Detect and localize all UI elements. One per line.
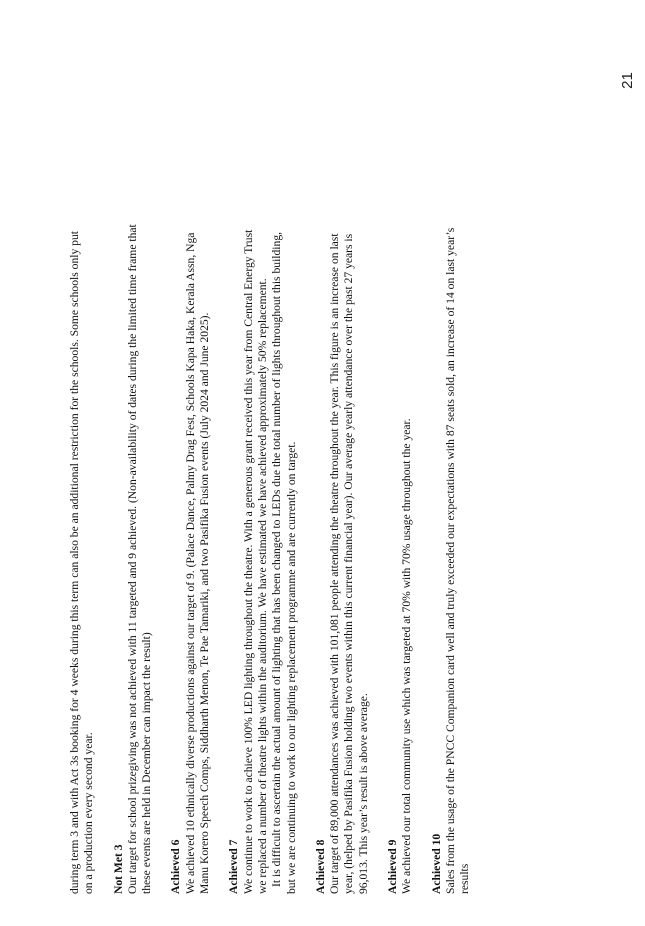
text-line: Our target of 89,000 attendances was achieved with 101,081 people attending the theatre throughout the year. This figure is an increase on last — [328, 233, 342, 894]
section-heading: Achieved 9 — [386, 839, 400, 894]
section-heading: Achieved 10 — [429, 833, 443, 894]
text-line: on a production every second year. — [82, 732, 96, 894]
text-line: Sales from the usage of the PNCC Companion card well and truly exceeded our expectations with 87 seats sold, an increase of 14 on last year’s — [443, 227, 457, 894]
report-body — [68, 124, 488, 894]
section-heading: Not Met 3 — [111, 844, 125, 894]
text-line: year, (helped by Pasifika Fusion holding two events within this current financial year). Our average yearly attendance over the past 27 years is — [342, 233, 356, 894]
text-line: We continue to work to achieve 100% LED lighting throughout the theatre. With a generous grant received this year from Central Energy Trust — [241, 229, 255, 894]
section-achieved-8 — [314, 124, 371, 894]
section-heading: Achieved 7 — [227, 839, 241, 894]
text-line: 96,013. This year’s result is above average. — [356, 693, 370, 894]
page-number: 21 — [618, 72, 636, 89]
text-line: results — [458, 863, 472, 894]
section-heading: Achieved 6 — [169, 839, 183, 894]
section-achieved-7 — [227, 124, 298, 894]
section-heading: Achieved 8 — [313, 839, 327, 894]
intro-paragraph — [68, 124, 97, 894]
text-line: It is difficult to ascertain the actual amount of lighting that has been changed to LEDs due the total number of lights throughout this building, — [270, 231, 284, 887]
text-line: these events are held in December can impact the result) — [140, 632, 154, 894]
text-line: Manu Korero Speech Comps, Siddharth Menon, Te Pae Tamariki, and two Pasifika Fusion events (July 2024 and June 2025). — [198, 312, 212, 894]
text-line: We achieved our total community use which was targeted at 70% with 70% usage throughout the year. — [400, 418, 414, 894]
section-achieved-9 — [386, 124, 415, 894]
text-line: but we are continuing to work to our lighting replacement programme and are currently on target. — [284, 441, 298, 894]
section-achieved-6 — [169, 124, 212, 894]
section-not-met-3 — [112, 124, 155, 894]
text-line: we replaced a number of theatre lights within the auditorium. We have estimated we have achieved approximately 50% replacement. — [255, 278, 269, 894]
text-line: during term 3 and with Act 3s booking for 4 weeks during this term can also be an additional restriction for the schools. Some schools only put — [68, 231, 81, 894]
section-achieved-10 — [430, 124, 473, 894]
text-line: We achieved 10 ethnically diverse productions against our target of 9. (Palace Dance, Palmy Drag Fest, Schools Kapa Haka, Kerala Assn, Nga — [183, 232, 197, 894]
text-line: Our target for school prizegiving was not achieved with 11 targeted and 9 achieved. (Non-availability of dates during the limited time frame that — [125, 224, 139, 894]
